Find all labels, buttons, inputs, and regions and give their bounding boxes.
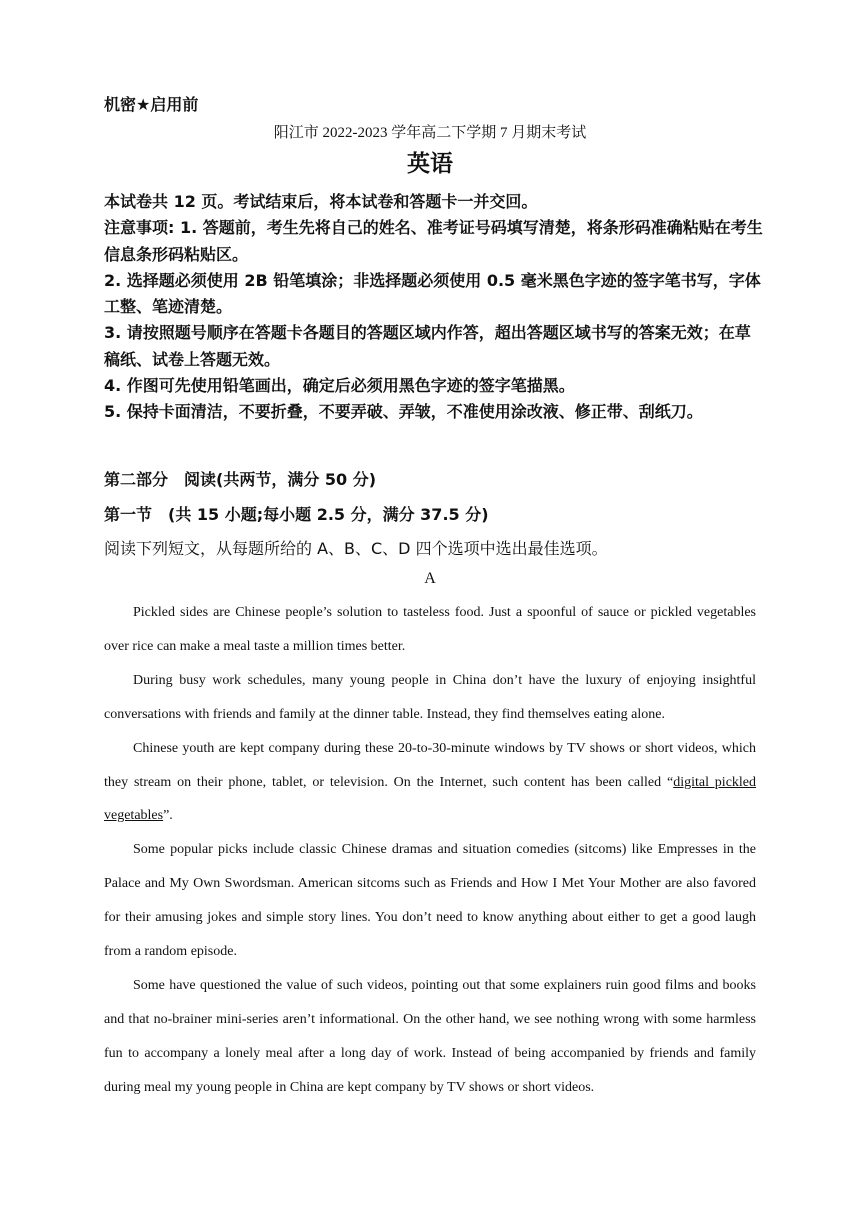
exam-title: 阳江市 2022-2023 学年高二下学期 7 月期末考试 <box>273 125 587 141</box>
notice-item-4: 4. 作图可先使用铅笔画出，确定后必须用黑色字迹的签字笔描黑。 <box>104 376 575 396</box>
exam-notice <box>104 189 764 426</box>
subsection-title: 第一节 (共 15 小题;每小题 2.5 分，满分 37.5 分) <box>104 505 489 524</box>
passage-paragraph: Some popular picks include classic Chinese dramas and situation comedies (sitcoms) like Empresses in the Palace and My Own Swordsman. American sitcoms such as Friends and How I Met Your Mother are also favored for their amusing jokes and simple story lines. You don’t need to know anything about either to get a good laugh from a random episode. <box>104 842 756 960</box>
underlined-phrase: digital pickled vegetables <box>104 774 757 824</box>
notice-item-5: 5. 保持卡面清洁，不要折叠，不要弄破、弄皱，不准使用涂改液、修正带、刮纸刀。 <box>104 402 703 422</box>
quote-open: “ <box>666 774 674 790</box>
notice-line-pages: 本试卷共 12 页。考试结束后，将本试卷和答题卡一并交回。 <box>104 192 538 211</box>
passage-paragraph: During busy work schedules, many young people in China don’t have the luxury of enjoying insightful conversations with friends and family at the dinner table. Instead, they find themselves eating alone. <box>104 672 756 722</box>
passage-paragraph <box>104 732 756 834</box>
notice-item-3: 3. 请按照题号顺序在答题卡各题目的答题区域内作答，超出答题区域书写的答案无效；在草稿纸、试卷上答题无效。 <box>104 323 751 369</box>
notice-item-2: 2. 选择题必须使用 2B 铅笔填涂；非选择题必须使用 0.5 毫米黑色字迹的签字笔书写，字体工整、笔迹清楚。 <box>104 270 761 317</box>
part-title: 第二部分 阅读(共两节，满分 50 分) <box>104 470 377 489</box>
passage-paragraph: Pickled sides are Chinese people’s solution to tasteless food. Just a spoonful of sauce or pickled vegetables over rice can make a meal taste a million times better. <box>104 605 756 654</box>
reading-instruction: 阅读下列短文，从每题所给的 A、B、C、D 四个选项中选出最佳选项。 <box>104 539 608 558</box>
quote-close: ”. <box>163 808 173 824</box>
reading-passage <box>104 596 756 1105</box>
passage-paragraph-text: Chinese youth are kept company during these 20-to-30-minute windows by TV shows or short videos, which they stream on their phone, tablet, or television. On the Internet, such content has been called <box>104 740 756 790</box>
notice-item-1: 注意事项: 1. 答题前，考生先将自己的姓名、准考证号码填写清楚，将条形码准确粘贴在考生信息条形码粘贴区。 <box>104 218 763 264</box>
subject-title: 英语 <box>407 151 453 177</box>
passage-label: A <box>424 570 436 587</box>
confidential-mark: 机密★启用前 <box>104 95 199 114</box>
passage-paragraph: Some have questioned the value of such videos, pointing out that some explainers ruin good films and books and that no-brainer mini-series aren’t informational. On the other hand, we see nothing wrong with some harmless fun to accompany a lonely meal after a long day of work. Instead of being accompanied by friends and family during meal my young people in China are kept company by TV shows or short videos. <box>104 977 756 1095</box>
